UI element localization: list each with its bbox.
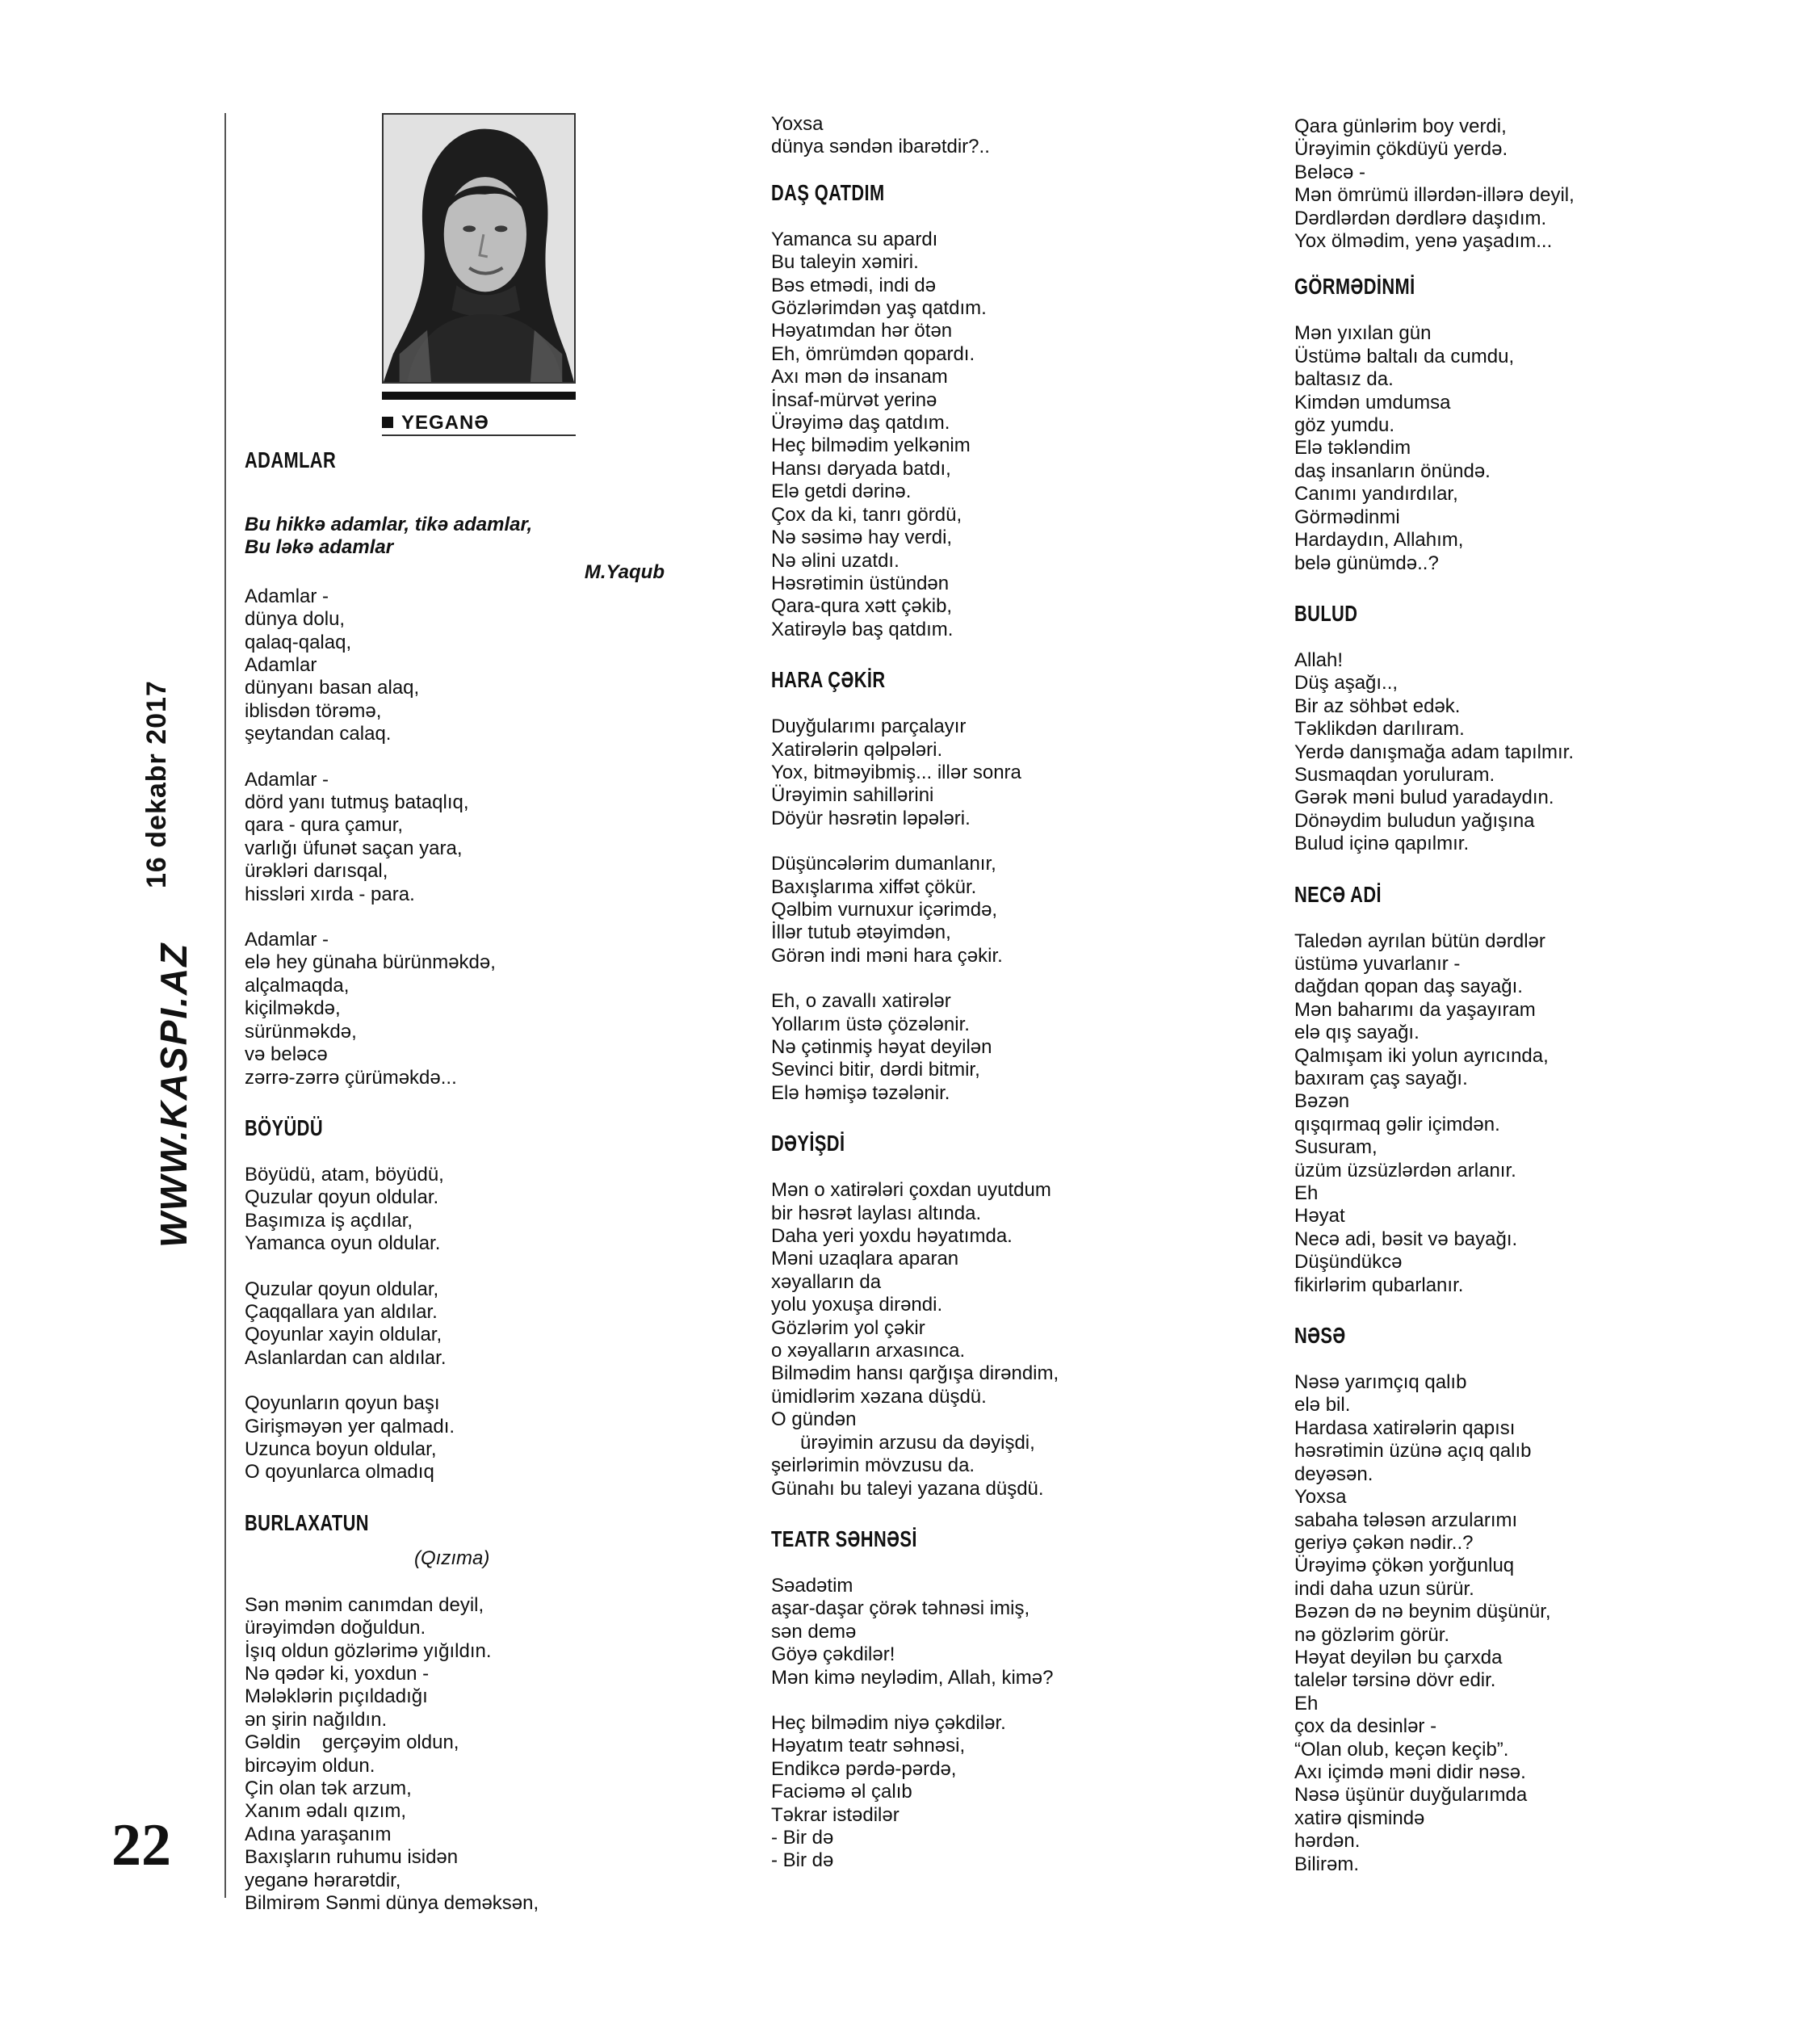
stanza	[1294, 322, 1658, 574]
poem-line: sən demə	[771, 1620, 857, 1643]
poem-line: bircəyim oldun.	[245, 1754, 375, 1777]
poem-line: Təkrar istədilər	[771, 1803, 900, 1826]
poem-line: Heç bilmədim yelkənim	[771, 434, 971, 457]
poem-title-boyudu: BÖYÜDÜ	[245, 1114, 323, 1140]
issue-date: 16 dekabr 2017	[141, 680, 172, 888]
poem-line: Məni uzaqlara aparan	[771, 1248, 959, 1270]
poem-title-adamlar: ADAMLAR	[245, 447, 337, 472]
stanza	[1294, 115, 1658, 253]
poem-line: bir həsrət laylası altında.	[771, 1202, 982, 1224]
poem-line: qışqırmaq gəlir içimdən.	[1294, 1113, 1500, 1135]
poem-line: Çin olan tək arzum,	[245, 1777, 412, 1800]
poem-title-bulud: BULUD	[1294, 600, 1358, 626]
stanza	[245, 585, 697, 746]
poem-line: Hansı dəryada batdı,	[771, 457, 951, 480]
epigraph-line: Bu hikkə adamlar, tikə adamlar,	[245, 514, 533, 535]
poem-line: elə hey günaha bürünməkdə,	[245, 951, 496, 974]
poem-title-gormedinmi: GÖRMƏDİNMİ	[1294, 274, 1415, 300]
poem-title-burlaxatun: BURLAXATUN	[245, 1509, 369, 1535]
poem-line: həsrətimin üzünə açıq qalıb	[1294, 1440, 1532, 1463]
poem-line: Nəsə yarımçıq qalıb	[1294, 1371, 1467, 1394]
epigraph-author: M.Yaqub	[584, 560, 665, 583]
stanza	[245, 929, 697, 1089]
poem-line: Girişməyən yer qalmadı.	[245, 1415, 455, 1438]
poem-line: Ürəyimin sahillərini	[771, 784, 934, 807]
poem-line: Daha yeri yoxdu həyatımda.	[771, 1225, 1013, 1248]
stanza	[771, 716, 1159, 830]
poem-line: baxıram çaş sayağı.	[1294, 1068, 1468, 1089]
poem-line: Baxışların ruhumu isidən	[245, 1846, 459, 1869]
poem-title-hara-cekir: HARA ÇƏKİR	[771, 667, 886, 693]
poem-line: zərrə-zərrə çürüməkdə...	[245, 1066, 457, 1089]
poem-line: Nə səsimə hay verdi,	[771, 527, 953, 549]
poem-line: Düşündükcə	[1294, 1251, 1403, 1274]
stanza	[771, 990, 1159, 1105]
poem-line: Səadətim	[771, 1574, 853, 1597]
poem-title-nece-adi: NECƏ ADİ	[1294, 881, 1382, 907]
poem-line: Həyatım teatr səhnəsi,	[771, 1735, 966, 1757]
poem-line: kiçilməkdə,	[245, 997, 341, 1020]
poem-line: Adamlar -	[245, 585, 329, 607]
poem-line: Xatirələrin qəlpələri.	[771, 738, 943, 761]
poem-line: Bilmədim hansı qarğışa dirəndim,	[771, 1362, 1059, 1385]
stanza	[245, 1164, 697, 1256]
poem-line: Nə qədər ki, yoxdun -	[245, 1663, 430, 1685]
poem-line: Dönəydim buludun yağışına	[1294, 809, 1535, 832]
poem-line: Yoxsa	[1294, 1486, 1347, 1509]
poem-line: sürünməkdə,	[245, 1020, 357, 1043]
poem-subtitle: (Qızıma)	[414, 1547, 490, 1569]
poem-line: üzüm üzsüzlərdən arlanır.	[1294, 1159, 1516, 1181]
poem-line: Quzular qoyun oldular,	[245, 1278, 439, 1300]
poem-line: Bilirəm.	[1294, 1853, 1360, 1875]
poem-line: dörd yanı tutmuş bataqlıq,	[245, 791, 469, 814]
poem-line: Adamlar -	[245, 768, 329, 791]
poem-line: Nə əlini uzatdı.	[771, 549, 900, 572]
poem-line: - Bir də	[771, 1849, 834, 1872]
poem-line: Yamanca oyun oldular.	[245, 1232, 441, 1255]
poem-line: Gərək məni bulud yaradaydın.	[1294, 787, 1554, 809]
poem-line: elə qış sayağı.	[1294, 1022, 1420, 1044]
poem-title-nese: NƏSƏ	[1294, 1323, 1346, 1349]
poem-line: və beləcə	[245, 1043, 328, 1066]
poem-line: Quzular qoyun oldular.	[245, 1186, 439, 1209]
stanza	[245, 769, 697, 906]
poem-line: Bəzən	[1294, 1090, 1350, 1113]
stanza	[771, 1179, 1159, 1500]
poem-line: hissləri xırda - para.	[245, 883, 415, 905]
poem-line: Bəzən də nə beynim düşünür,	[1294, 1601, 1551, 1623]
poem-line: Gözlərim yol çəkir	[771, 1316, 925, 1339]
poem-line: Görən indi məni hara çəkir.	[771, 944, 1003, 967]
poem-line: dağdan qopan daş sayağı.	[1294, 976, 1523, 998]
poem-line: Böyüdü, atam, böyüdü,	[245, 1163, 444, 1186]
stanza	[1294, 930, 1658, 1298]
poem-line: Həyat deyilən bu çarxda	[1294, 1646, 1503, 1668]
poem-line: Ürəyimin çökdüyü yerdə.	[1294, 138, 1508, 161]
poem-line: ən şirin nağıldın.	[245, 1708, 388, 1731]
poem-line: ümidlərim xəzana düşdü.	[771, 1385, 987, 1408]
poem-line: Bir az söhbət edək.	[1294, 695, 1461, 717]
poem-line: geriyə çəkən nədir..?	[1294, 1531, 1474, 1554]
poem-line: belə günümdə..?	[1294, 552, 1439, 574]
poem-line: çox da desinlər -	[1294, 1715, 1437, 1738]
poem-line: Yamanca su apardı	[771, 228, 938, 250]
poem-line: talelər tərsinə dövr edir.	[1294, 1669, 1496, 1692]
poem-line: xəyalların da	[771, 1270, 882, 1293]
poem-line: “Olan olub, keçən keçib”.	[1294, 1738, 1509, 1761]
poem-line: dünya dolu,	[245, 608, 346, 631]
poem-line: aşar-daşar çörək təhnəsi imiş,	[771, 1597, 1030, 1620]
poem-line: Üstümə baltalı da cumdu,	[1294, 345, 1515, 367]
stanza	[1294, 1371, 1658, 1876]
author-name: YEGANƏ	[401, 412, 489, 434]
poem-line: deyəsən.	[1294, 1463, 1373, 1485]
poem-line: Nə çətinmiş həyat deyilən	[771, 1036, 992, 1058]
column-3	[1294, 115, 1658, 1876]
poem-line: Yoxsa	[771, 113, 824, 135]
poem-line: Bu taleyin xəmiri.	[771, 251, 919, 274]
poem-line: Hardaydın, Allahım,	[1294, 529, 1464, 552]
poem-line: Qoyunlar xayin oldular,	[245, 1324, 442, 1346]
poem-line: ürəkləri darısqal,	[245, 860, 388, 883]
epigraph	[245, 514, 697, 560]
poem-line: hərdən.	[1294, 1830, 1361, 1853]
poem-line: indi daha uzun sürür.	[1294, 1577, 1474, 1600]
poem-line: Qalmışam iki yolun ayrıcında,	[1294, 1044, 1549, 1067]
poem-line: İllər tutub ətəyimdən,	[771, 921, 951, 944]
poem-line: Qoyunların qoyun başı	[245, 1392, 440, 1415]
poem-line: o xəyalların arxasınca.	[771, 1340, 966, 1362]
poem-line: baltasız da.	[1294, 368, 1394, 391]
poem-line: Çaqqallara yan aldılar.	[245, 1300, 438, 1323]
stanza	[771, 1575, 1159, 1689]
poem-line: ürəyimdən doğuldun.	[245, 1617, 426, 1639]
poem-line: Başımıza iş açdılar,	[245, 1209, 413, 1232]
stanza	[771, 1712, 1159, 1873]
poem-line: Həyat	[1294, 1205, 1345, 1228]
stanza	[771, 853, 1159, 967]
poem-line: Bəs etmədi, indi də	[771, 274, 937, 296]
poem-line: Düşüncələrim dumanlanır,	[771, 853, 996, 875]
poem-line: daş insanların önündə.	[1294, 460, 1491, 482]
column-2	[771, 113, 1159, 1873]
poem-line: yeganə hərarətdir,	[245, 1869, 401, 1891]
poem-line: Qəlbim vurnuxur içərimdə,	[771, 898, 998, 921]
poem-line: Eh, o zavallı xatirələr	[771, 990, 951, 1013]
poem-line: Yollarım üstə çözələnir.	[771, 1013, 970, 1035]
poem-line: sabaha tələsən arzularımı	[1294, 1509, 1518, 1531]
site-url: WWW.KASPI.AZ	[153, 942, 195, 1248]
poem-line: Yerdə danışmağa adam tapılmır.	[1294, 741, 1574, 763]
poem-line: Kimdən umdumsa	[1294, 391, 1451, 413]
poem-line: Mən ömrümü illərdən-illərə deyil,	[1294, 184, 1575, 207]
poem-line: Həsrətimin üstündən	[771, 572, 950, 594]
poem-line: qalaq-qalaq,	[245, 631, 352, 653]
poem-line: Yox, bitməyibmiş... illər sonra	[771, 761, 1021, 783]
stanza	[245, 1594, 697, 1916]
poem-line: Həyatımdan hər ötən	[771, 320, 953, 342]
poem-line: Eh	[1294, 1692, 1319, 1715]
poem-line: Döyür həsrətin ləpələri.	[771, 807, 971, 829]
poem-line: Elə təkləndim	[1294, 437, 1411, 460]
poem-line: iblisdən törəmə,	[245, 699, 382, 722]
poem-line: nə gözlərim görür.	[1294, 1623, 1450, 1646]
poem-line: Gəldin gerçəyim oldun,	[245, 1731, 459, 1754]
poem-line: İşıq oldun gözlərimə yığıldın.	[245, 1639, 492, 1662]
poem-line: Axı içimdə məni didir nəsə.	[1294, 1761, 1526, 1783]
poem-line: Göyə çəkdilər!	[771, 1643, 895, 1666]
poem-line: yolu yoxuşa dirəndi.	[771, 1294, 943, 1316]
poem-line: Mən o xatirələri çoxdan uyutdum	[771, 1179, 1051, 1202]
poem-line: Mən kimə neylədim, Allah, kimə?	[771, 1666, 1054, 1689]
poem-line: Axı mən də insanam	[771, 366, 948, 388]
poem-line: Mələklərin pıçıldadığı	[245, 1685, 428, 1708]
poem-line: Dərdlərdən dərdlərə daşıdım.	[1294, 207, 1547, 229]
stanza	[245, 1392, 697, 1484]
poem-line: qara - qura çamur,	[245, 814, 404, 837]
poem-line: Hardasa xatirələrin qapısı	[1294, 1417, 1516, 1439]
poem-line: Təklikdən darılıram.	[1294, 718, 1465, 741]
poem-title-deyisdi: DƏYİŞDİ	[771, 1131, 845, 1156]
poem-line: Mən yıxılan gün	[1294, 322, 1432, 345]
poem-line: Endikcə pərdə-pərdə,	[771, 1757, 957, 1780]
poem-line: Adına yaraşanım	[245, 1823, 392, 1845]
poem-line: dünya səndən ibarətdir?..	[771, 136, 990, 158]
poem-line: Beləcə -	[1294, 161, 1366, 183]
poem-line: Görmədinmi	[1294, 506, 1400, 528]
page-number: 22	[111, 1812, 171, 1878]
poem-line: O qoyunlarca olmadıq	[245, 1461, 434, 1484]
poem-line: Faciəmə əl çalıb	[771, 1781, 912, 1803]
poem-line: Xatirəylə baş qatdım.	[771, 618, 954, 640]
poem-line: - Bir də	[771, 1826, 834, 1849]
epigraph-line: Bu ləkə adamlar	[245, 536, 394, 559]
poem-line: O gündən	[771, 1408, 857, 1431]
poem-line: Ürəyimə çökən yorğunluq	[1294, 1555, 1515, 1577]
poem-line: xatirə qismində	[1294, 1807, 1425, 1829]
poem-line: ürəyimin arzusu da dəyişdi,	[800, 1431, 1035, 1454]
poem-line: Ürəyimə daş qatdım.	[771, 412, 950, 434]
stanza	[245, 1278, 697, 1370]
poem-line: Adamlar	[245, 654, 317, 676]
poem-line: Baxışlarıma xiffət çökür.	[771, 875, 977, 898]
stanza	[1294, 649, 1658, 856]
poem-line: alçalmaqda,	[245, 974, 350, 997]
poem-line: İnsaf-mürvət yerinə	[771, 388, 937, 411]
poem-line: Qara-qura xətt çəkib,	[771, 595, 953, 618]
poem-line: Gözlərimdən yaş qatdım.	[771, 297, 987, 320]
poem-line: Necə adi, bəsit və bayağı.	[1294, 1228, 1518, 1250]
poem-line: Uzunca boyun oldular,	[245, 1438, 437, 1460]
poem-line: Xanım ədalı qızım,	[245, 1800, 407, 1823]
poem-line: elə bil.	[1294, 1394, 1351, 1417]
poem-line: Mən baharımı da yaşayıram	[1294, 998, 1536, 1021]
poem-line: varlığı üfunət saçan yara,	[245, 837, 463, 859]
poem-line: şeirlərimin mövzusu da.	[771, 1454, 975, 1477]
poem-line: Canımı yandırdılar,	[1294, 483, 1458, 506]
poem-line: Elə həmişə təzələnir.	[771, 1081, 950, 1104]
poem-line: Bilmirəm Sənmi dünya deməksən,	[245, 1892, 539, 1915]
poem-title-das-qatdim: DAŞ QATDIM	[771, 179, 885, 205]
poem-line: Yox ölmədim, yenə yaşadım...	[1294, 230, 1553, 253]
poem-line: Elə getdi dərinə.	[771, 481, 912, 503]
poem-line: göz yumdu.	[1294, 414, 1395, 437]
poem-line: Duyğularımı parçalayır	[771, 716, 967, 738]
poem-line: Sən mənim canımdan deyil,	[245, 1593, 484, 1616]
poem-line: Bulud içinə qapılmır.	[1294, 833, 1470, 855]
poem-line: Susuram,	[1294, 1136, 1378, 1159]
poem-line: Günahı bu taleyi yazana düşdü.	[771, 1477, 1044, 1500]
poem-title-teatr-sehnesi: TEATR SƏHNƏSİ	[771, 1526, 917, 1551]
poem-line: Aslanlardan can aldılar.	[245, 1346, 447, 1369]
poem-line: Eh	[1294, 1182, 1319, 1205]
poem-line: Qara günlərim boy verdi,	[1294, 115, 1507, 137]
stanza	[771, 113, 1159, 159]
poem-line: Susmaqdan yoruluram.	[1294, 763, 1495, 786]
poem-line: Nəsə üşünür duyğularımda	[1294, 1784, 1528, 1807]
poem-line: dünyanı basan alaq,	[245, 677, 420, 699]
poem-line: Sevinci bitir, dərdi bitmir,	[771, 1059, 980, 1081]
column-1	[245, 202, 697, 1937]
poem-line: şeytandan calaq.	[245, 723, 392, 745]
poem-line: üstümə yuvarlanır -	[1294, 952, 1461, 975]
poem-line: Heç bilmədim niyə çəkdilər.	[771, 1711, 1006, 1734]
poem-line: Çox da ki, tanrı gördü,	[771, 503, 962, 526]
poem-line: fikirlərim qubarlanır.	[1294, 1274, 1464, 1296]
margin-rule	[224, 113, 226, 1898]
stanza	[771, 229, 1159, 641]
poem-line: Eh, ömrümdən qopardı.	[771, 342, 975, 365]
poem-line: Allah!	[1294, 648, 1344, 671]
poem-line: Adamlar -	[245, 929, 329, 951]
poem-line: Düş aşağı..,	[1294, 672, 1399, 695]
poem-line: Taledən ayrılan bütün dərdlər	[1294, 930, 1545, 952]
